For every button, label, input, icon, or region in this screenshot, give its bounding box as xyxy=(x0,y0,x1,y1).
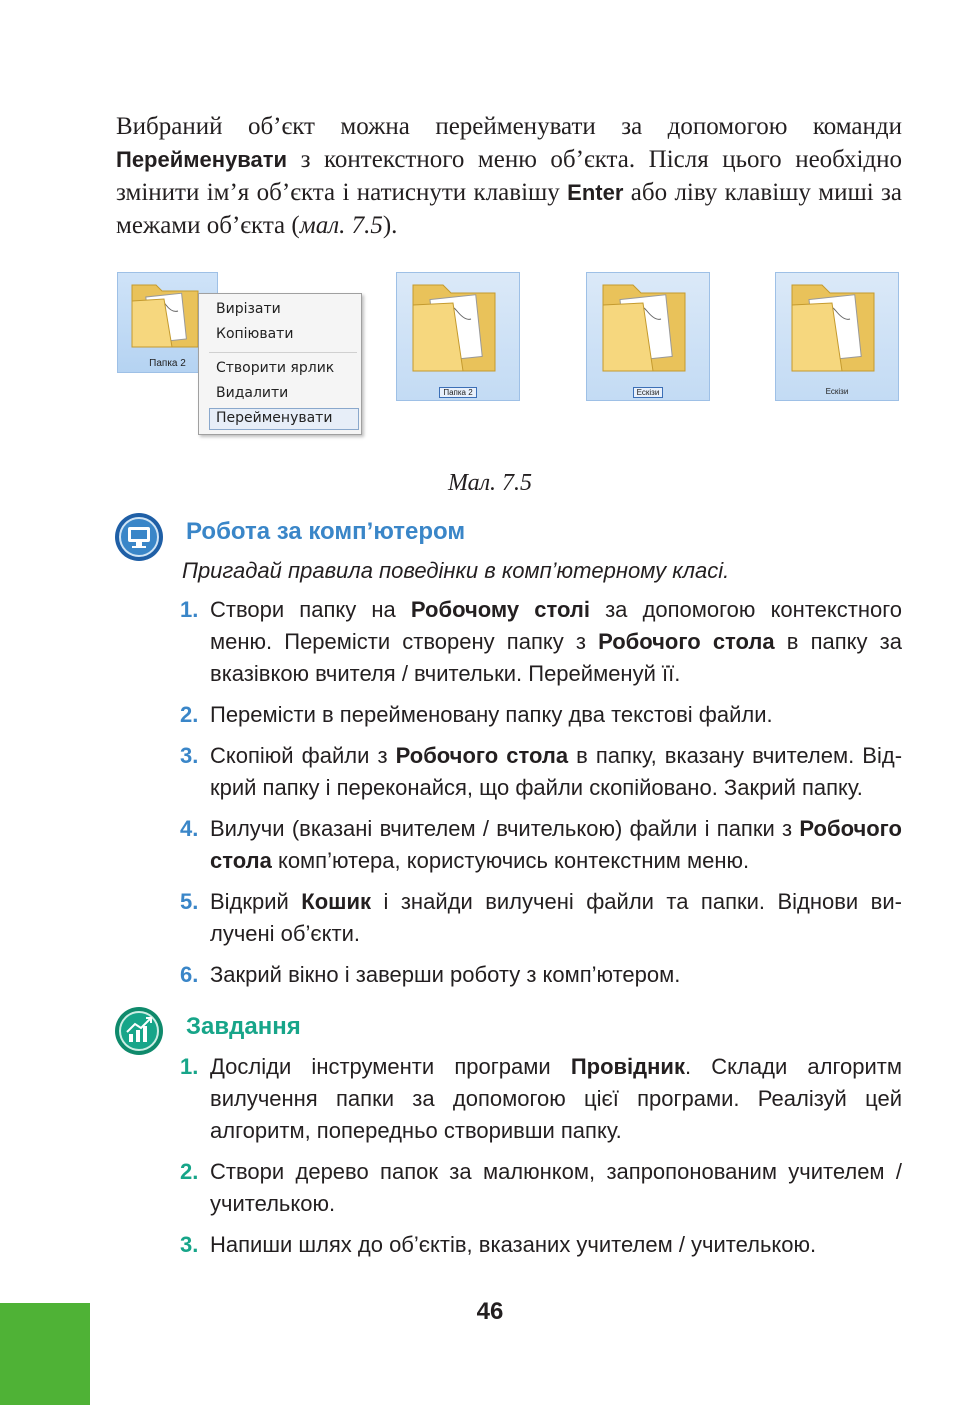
folder-tile-4[interactable] xyxy=(775,272,899,401)
section1-list xyxy=(180,594,902,991)
list-item: 2. Перемісти в перейменовану папку два текстові файли. xyxy=(180,702,773,727)
intro-bold-enter: Enter xyxy=(567,180,624,205)
computer-monitor-icon xyxy=(114,512,164,562)
folder-tile-3[interactable] xyxy=(586,272,710,401)
folder-icon xyxy=(397,275,519,385)
intro-bold-rename: Перейменувати xyxy=(116,147,288,172)
menu-item-delete[interactable]: Видалити xyxy=(216,385,289,401)
folder-name-4: Ескізи xyxy=(825,387,849,396)
chart-growth-icon xyxy=(114,1006,164,1056)
list-item: 1. Досліди інструменти програми Провідник. Склади алгоритм вилучення папки за допомогою цієї програми. Реалізуй цей алгоритм, попередньо створивши папку. xyxy=(180,1054,903,1143)
page-corner-tab xyxy=(0,1303,90,1405)
folder-tile-2[interactable] xyxy=(396,272,520,401)
list-item: 5. Відкрий Кошик і знайди вилучені файли та папки. Віднови вилучені об’єкти. xyxy=(180,889,902,946)
page-number: 46 xyxy=(476,1298,504,1325)
intro-text: Вибраний об’єкт можна перейменувати за допомогою команди xyxy=(116,113,902,140)
list-item: 6. Закрий вікно і заверши роботу з комп’ютером. xyxy=(180,962,681,987)
folder-icon xyxy=(776,275,898,385)
menu-item-rename[interactable]: Перейменувати xyxy=(216,410,333,426)
intro-paragraph xyxy=(116,110,902,242)
intro-text: з контекстного меню об’єкта. Після цього необхідно змінити ім’я об’єкта і натиснути клавішу xyxy=(116,146,902,206)
figure-caption: Мал. 7.5 xyxy=(447,470,533,496)
list-item: 2. Створи дерево папок за малюнком, запропонованим учителем / учителькою. xyxy=(180,1159,902,1216)
menu-separator xyxy=(209,352,357,353)
intro-figure-ref: мал. 7.5 xyxy=(299,212,383,239)
list-item: 3. Скопіюй файли з Робочого стола в папку, вказану вчителем. Відкрий папку і переконайся, що файли скопійовано. Закрий папку. xyxy=(180,743,903,800)
context-menu xyxy=(198,293,362,435)
menu-item-copy[interactable]: Копіювати xyxy=(216,326,294,342)
list-item: 1. Створи папку на Робочому столі за допомогою контекстного меню. Перемісти створену папку з Робочого стола в папку за вказівкою вчителя / вчительки. Перейменуй її. xyxy=(180,597,902,686)
folder-name-2-edit[interactable]: Папка 2 xyxy=(397,387,519,398)
intro-text: ). xyxy=(382,212,398,239)
menu-item-cut[interactable]: Вирізати xyxy=(216,301,281,317)
intro-text: або ліву клавішу миші за межами об’єкта ( xyxy=(116,179,902,239)
list-item: 3. Напиши шлях до об’єктів, вказаних учителем / учителькою. xyxy=(180,1232,817,1257)
section2-list xyxy=(180,1051,902,1261)
section1-title: Робота за комп’ютером xyxy=(186,518,466,545)
folder-name-1: Папка 2 xyxy=(149,358,186,369)
section2-title: Завдання xyxy=(186,1013,301,1040)
folder-icon xyxy=(587,275,709,385)
menu-item-create-shortcut[interactable]: Створити ярлик xyxy=(216,360,335,376)
section1-note: Пригадай правила поведінки в комп’ютерному класі. xyxy=(182,558,730,583)
list-item: 4. Вилучи (вказані вчителем / вчителькою) файли і папки з Робочого стола комп’ютера, користуючись контекстним меню. xyxy=(180,816,902,873)
folder-name-3-edit[interactable]: Ескізи xyxy=(587,387,709,398)
